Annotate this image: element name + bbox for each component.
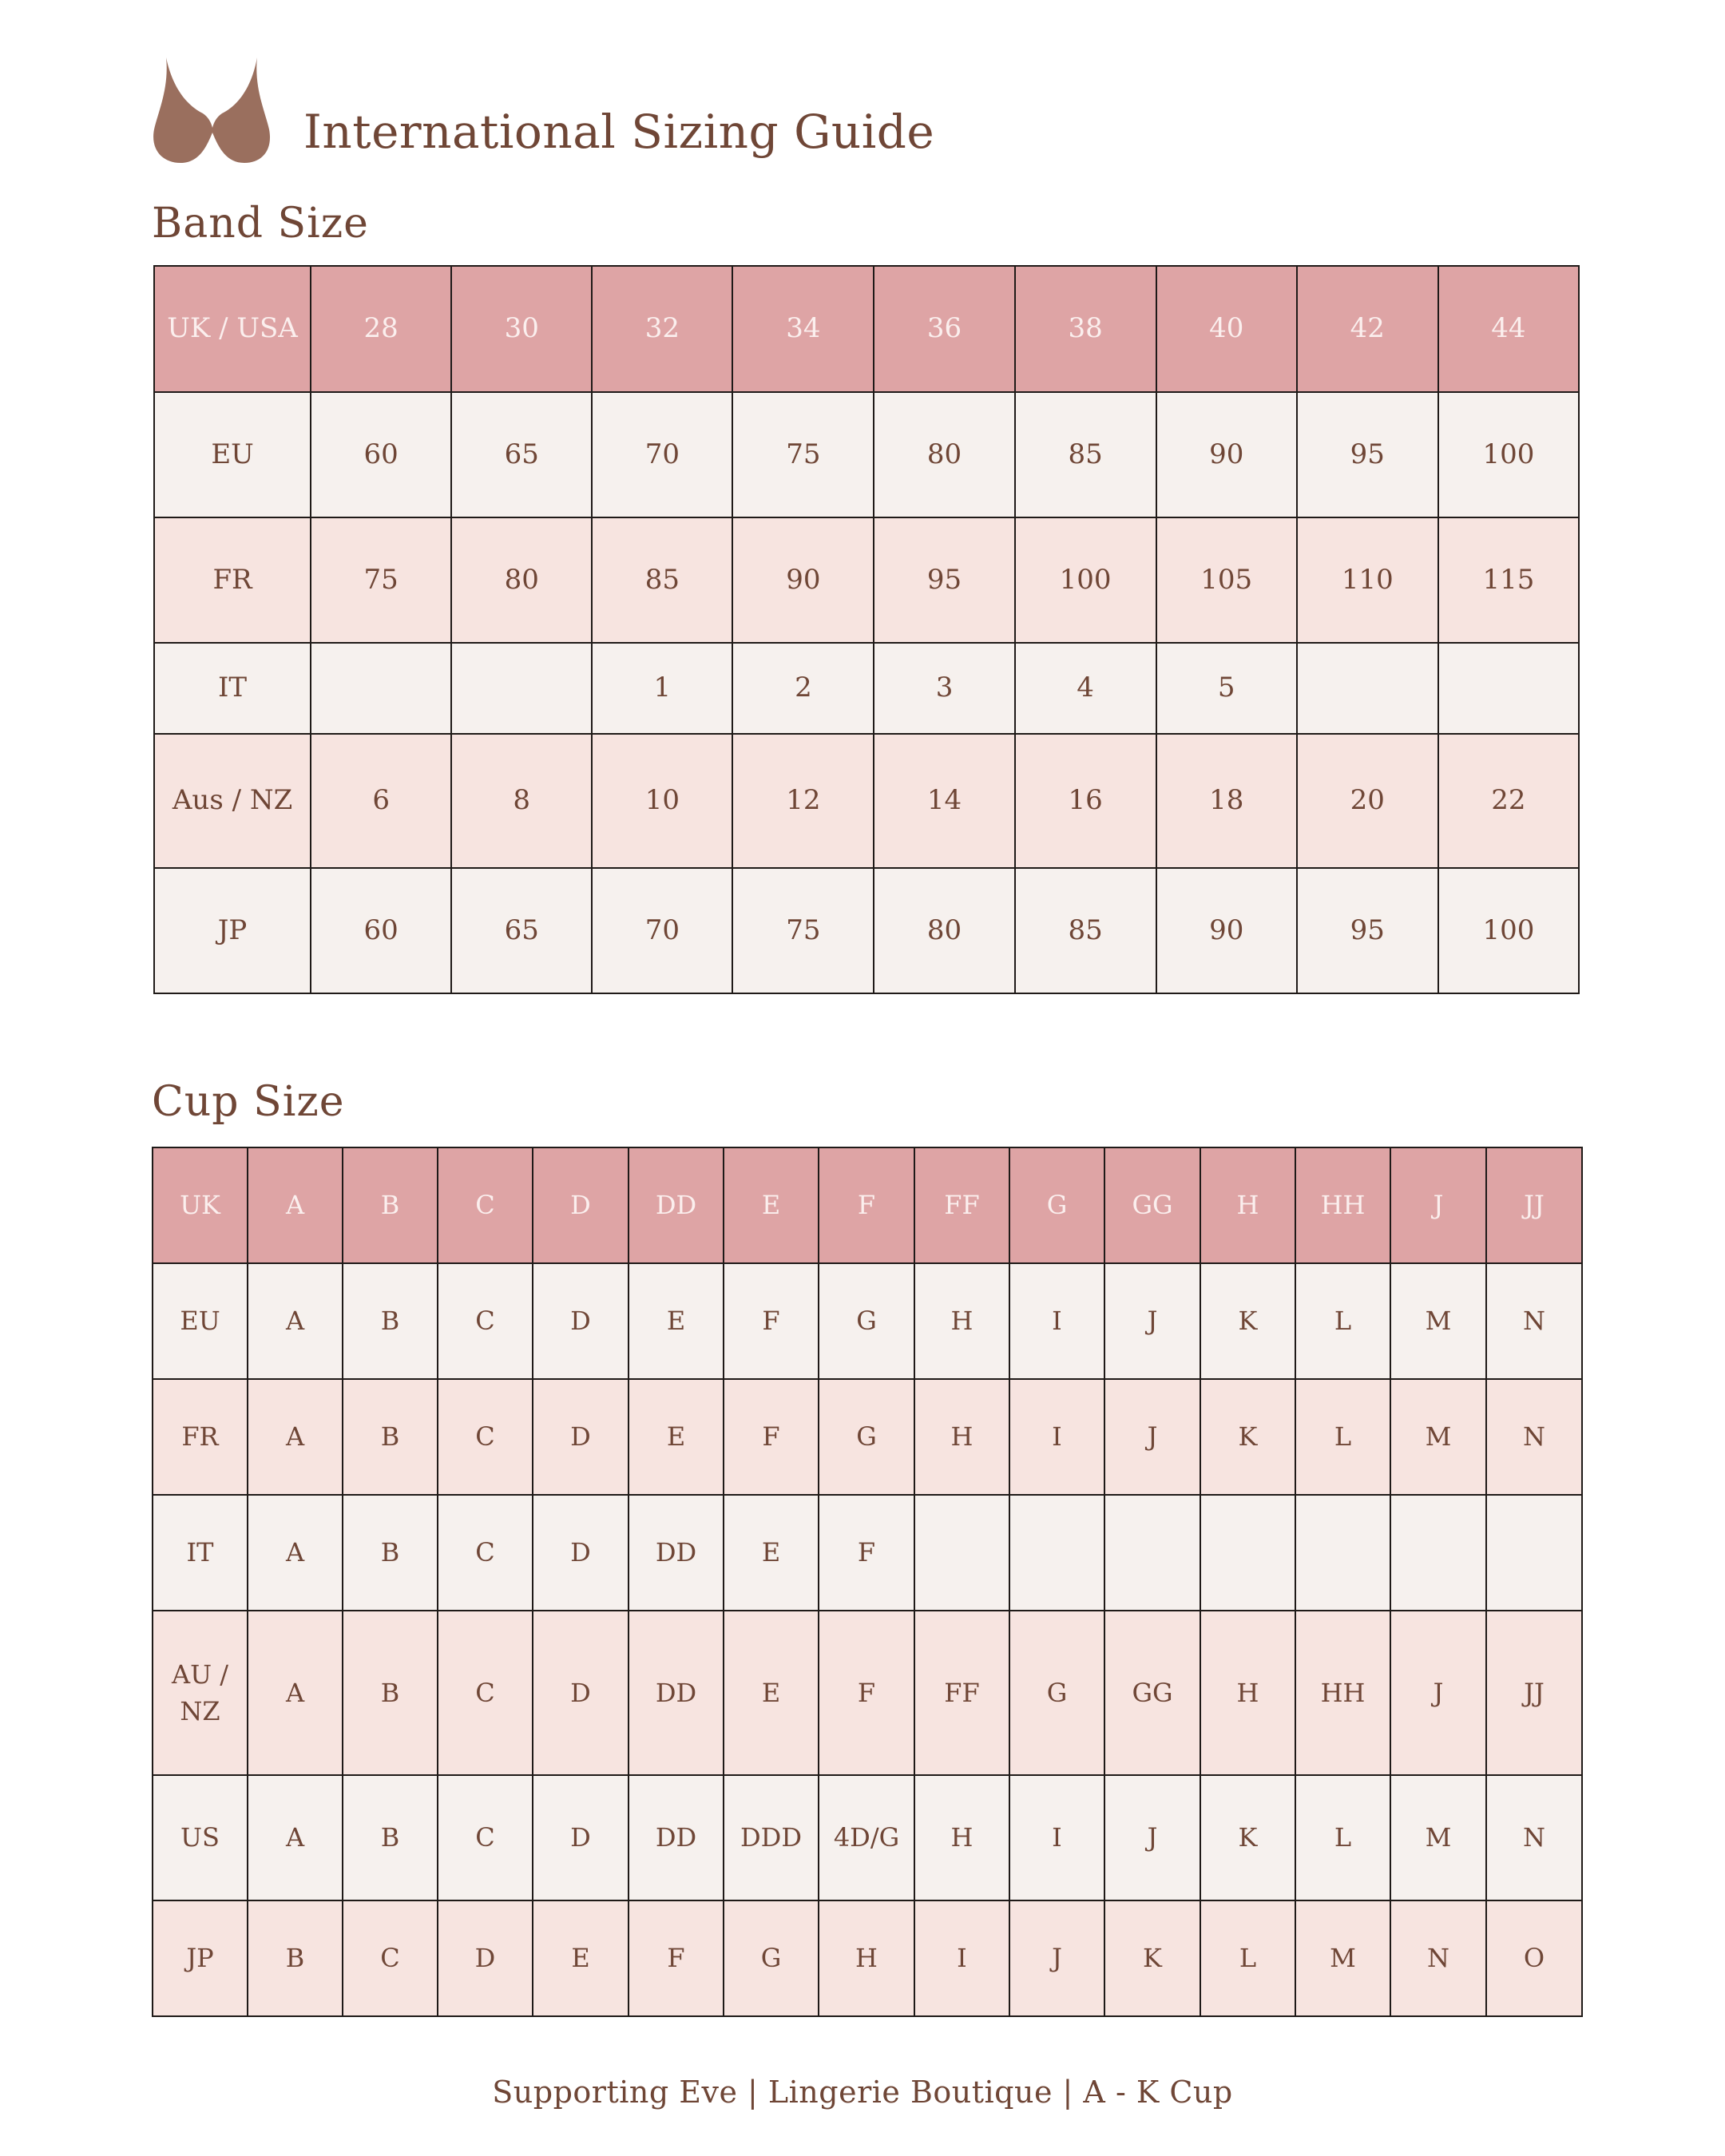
table-cell: [1486, 1495, 1582, 1611]
table-cell: 3: [874, 643, 1014, 734]
table-cell: [1200, 1495, 1295, 1611]
cup-row-fr: [153, 1379, 1582, 1495]
table-cell: 80: [874, 392, 1014, 517]
table-cell: L: [1295, 1775, 1390, 1900]
table-cell: 85: [1015, 392, 1156, 517]
cup-size-table: [152, 1147, 1583, 2017]
cup-header-cell: G: [1009, 1147, 1104, 1263]
table-cell: I: [914, 1900, 1009, 2016]
cup-header-cell: DD: [629, 1147, 724, 1263]
table-cell: C: [438, 1263, 533, 1379]
table-cell: 70: [592, 392, 732, 517]
cup-header-cell: GG: [1104, 1147, 1200, 1263]
table-cell: [1009, 1495, 1104, 1611]
table-cell: 18: [1156, 734, 1297, 868]
table-cell: J: [1104, 1775, 1200, 1900]
table-cell: 75: [311, 517, 451, 643]
table-cell: 105: [1156, 517, 1297, 643]
band-header-cell: 40: [1156, 266, 1297, 392]
band-header-cell: 38: [1015, 266, 1156, 392]
cup-header-cell: A: [248, 1147, 343, 1263]
table-cell: J: [1104, 1379, 1200, 1495]
cup-header-cell: FF: [914, 1147, 1009, 1263]
table-cell: K: [1200, 1263, 1295, 1379]
table-cell: 12: [732, 734, 874, 868]
table-cell: 110: [1297, 517, 1438, 643]
cup-header-row: [153, 1147, 1582, 1263]
table-cell: 65: [451, 392, 592, 517]
band-header-cell: 34: [732, 266, 874, 392]
table-cell: 22: [1438, 734, 1579, 868]
table-cell: 75: [732, 392, 874, 517]
table-cell: 2: [732, 643, 874, 734]
table-cell: 85: [592, 517, 732, 643]
table-cell: A: [248, 1775, 343, 1900]
table-cell: 80: [874, 868, 1014, 993]
row-label: FR: [154, 517, 311, 643]
table-cell: M: [1390, 1775, 1486, 1900]
table-cell: I: [1009, 1379, 1104, 1495]
table-cell: B: [343, 1611, 438, 1775]
table-cell: GG: [1104, 1611, 1200, 1775]
table-cell: B: [248, 1900, 343, 2016]
table-cell: 60: [311, 392, 451, 517]
table-cell: 75: [732, 868, 874, 993]
table-cell: G: [819, 1379, 914, 1495]
cup-header-cell: H: [1200, 1147, 1295, 1263]
table-cell: D: [533, 1379, 629, 1495]
table-cell: E: [629, 1263, 724, 1379]
row-label: Aus / NZ: [154, 734, 311, 868]
table-cell: A: [248, 1495, 343, 1611]
band-header-cell: 28: [311, 266, 451, 392]
table-cell: DDD: [724, 1775, 819, 1900]
table-cell: 85: [1015, 868, 1156, 993]
table-cell: N: [1486, 1263, 1582, 1379]
band-header-row: [154, 266, 1579, 392]
table-cell: 14: [874, 734, 1014, 868]
row-label: US: [153, 1775, 248, 1900]
table-cell: JJ: [1486, 1611, 1582, 1775]
band-header-cell: UK / USA: [154, 266, 311, 392]
table-cell: G: [1009, 1611, 1104, 1775]
table-cell: O: [1486, 1900, 1582, 2016]
table-cell: DD: [629, 1775, 724, 1900]
table-cell: 100: [1438, 868, 1579, 993]
cup-header-cell: UK: [153, 1147, 248, 1263]
table-cell: N: [1486, 1775, 1582, 1900]
table-cell: N: [1486, 1379, 1582, 1495]
table-cell: 65: [451, 868, 592, 993]
table-cell: 70: [592, 868, 732, 993]
table-cell: F: [629, 1900, 724, 2016]
table-cell: K: [1200, 1379, 1295, 1495]
table-cell: 5: [1156, 643, 1297, 734]
table-cell: 90: [1156, 868, 1297, 993]
cup-row-it: [153, 1495, 1582, 1611]
table-cell: FF: [914, 1611, 1009, 1775]
table-cell: [1297, 643, 1438, 734]
cup-header-cell: F: [819, 1147, 914, 1263]
table-cell: [1104, 1495, 1200, 1611]
cup-row-jp: [153, 1900, 1582, 2016]
table-cell: 4D/G: [819, 1775, 914, 1900]
table-cell: H: [914, 1775, 1009, 1900]
table-cell: 90: [732, 517, 874, 643]
cup-header-cell: C: [438, 1147, 533, 1263]
cup-header-cell: JJ: [1486, 1147, 1582, 1263]
cup-row-us: [153, 1775, 1582, 1900]
table-cell: D: [438, 1900, 533, 2016]
table-cell: 6: [311, 734, 451, 868]
table-cell: 16: [1015, 734, 1156, 868]
table-cell: 1: [592, 643, 732, 734]
table-cell: I: [1009, 1775, 1104, 1900]
band-header-cell: 30: [451, 266, 592, 392]
band-size-title: Band Size: [152, 200, 369, 248]
table-cell: 95: [874, 517, 1014, 643]
band-row-jp: [154, 868, 1579, 993]
cup-header-cell: E: [724, 1147, 819, 1263]
row-label: JP: [153, 1900, 248, 2016]
table-cell: A: [248, 1611, 343, 1775]
band-header-cell: 36: [874, 266, 1014, 392]
table-cell: 95: [1297, 868, 1438, 993]
band-row-aus-nz: [154, 734, 1579, 868]
band-row-it: [154, 643, 1579, 734]
band-size-table: [153, 265, 1580, 994]
band-header-cell: 32: [592, 266, 732, 392]
table-cell: J: [1104, 1263, 1200, 1379]
cup-header-cell: D: [533, 1147, 629, 1263]
bra-icon: [152, 56, 272, 164]
table-cell: 95: [1297, 392, 1438, 517]
table-cell: [1438, 643, 1579, 734]
table-cell: I: [1009, 1263, 1104, 1379]
table-cell: L: [1295, 1263, 1390, 1379]
row-label: IT: [154, 643, 311, 734]
table-cell: [311, 643, 451, 734]
table-cell: B: [343, 1263, 438, 1379]
table-cell: C: [438, 1775, 533, 1900]
table-cell: M: [1295, 1900, 1390, 2016]
table-cell: D: [533, 1495, 629, 1611]
table-cell: C: [438, 1379, 533, 1495]
table-cell: F: [724, 1263, 819, 1379]
table-cell: N: [1390, 1900, 1486, 2016]
band-header-cell: 42: [1297, 266, 1438, 392]
table-cell: E: [533, 1900, 629, 2016]
table-cell: J: [1390, 1611, 1486, 1775]
row-label: EU: [153, 1263, 248, 1379]
row-label: FR: [153, 1379, 248, 1495]
table-cell: B: [343, 1379, 438, 1495]
table-cell: C: [438, 1611, 533, 1775]
row-label: AU / NZ: [153, 1611, 248, 1775]
table-cell: 20: [1297, 734, 1438, 868]
table-cell: [1390, 1495, 1486, 1611]
table-cell: L: [1200, 1900, 1295, 2016]
table-cell: D: [533, 1263, 629, 1379]
table-cell: D: [533, 1775, 629, 1900]
row-label: EU: [154, 392, 311, 517]
table-cell: 115: [1438, 517, 1579, 643]
page-title: International Sizing Guide: [303, 105, 935, 159]
table-cell: 8: [451, 734, 592, 868]
table-cell: M: [1390, 1263, 1486, 1379]
table-cell: K: [1200, 1775, 1295, 1900]
table-cell: 80: [451, 517, 592, 643]
table-cell: B: [343, 1495, 438, 1611]
table-cell: E: [724, 1611, 819, 1775]
table-cell: F: [819, 1611, 914, 1775]
table-cell: G: [724, 1900, 819, 2016]
cup-row-au-nz: [153, 1611, 1582, 1775]
table-cell: [914, 1495, 1009, 1611]
table-cell: H: [914, 1263, 1009, 1379]
table-cell: 60: [311, 868, 451, 993]
table-cell: F: [819, 1495, 914, 1611]
table-cell: C: [438, 1495, 533, 1611]
table-cell: [1295, 1495, 1390, 1611]
cup-header-cell: J: [1390, 1147, 1486, 1263]
table-cell: 10: [592, 734, 732, 868]
table-cell: K: [1104, 1900, 1200, 2016]
table-cell: A: [248, 1263, 343, 1379]
table-cell: L: [1295, 1379, 1390, 1495]
table-cell: J: [1009, 1900, 1104, 2016]
row-label: JP: [154, 868, 311, 993]
cup-header-cell: HH: [1295, 1147, 1390, 1263]
table-cell: E: [724, 1495, 819, 1611]
table-cell: C: [343, 1900, 438, 2016]
table-cell: 90: [1156, 392, 1297, 517]
table-cell: H: [819, 1900, 914, 2016]
table-cell: 4: [1015, 643, 1156, 734]
table-cell: 100: [1015, 517, 1156, 643]
band-header-cell: 44: [1438, 266, 1579, 392]
table-cell: B: [343, 1775, 438, 1900]
table-cell: F: [724, 1379, 819, 1495]
table-cell: HH: [1295, 1611, 1390, 1775]
row-label: IT: [153, 1495, 248, 1611]
cup-header-cell: B: [343, 1147, 438, 1263]
cup-size-title: Cup Size: [152, 1078, 345, 1126]
footer-text: Supporting Eve | Lingerie Boutique | A - K Cup: [492, 2075, 1233, 2110]
band-row-fr: [154, 517, 1579, 643]
cup-row-eu: [153, 1263, 1582, 1379]
table-cell: 100: [1438, 392, 1579, 517]
table-cell: A: [248, 1379, 343, 1495]
table-cell: M: [1390, 1379, 1486, 1495]
table-cell: DD: [629, 1495, 724, 1611]
table-cell: H: [914, 1379, 1009, 1495]
table-cell: G: [819, 1263, 914, 1379]
table-cell: H: [1200, 1611, 1295, 1775]
table-cell: D: [533, 1611, 629, 1775]
table-cell: DD: [629, 1611, 724, 1775]
table-cell: [451, 643, 592, 734]
band-row-eu: [154, 392, 1579, 517]
table-cell: E: [629, 1379, 724, 1495]
